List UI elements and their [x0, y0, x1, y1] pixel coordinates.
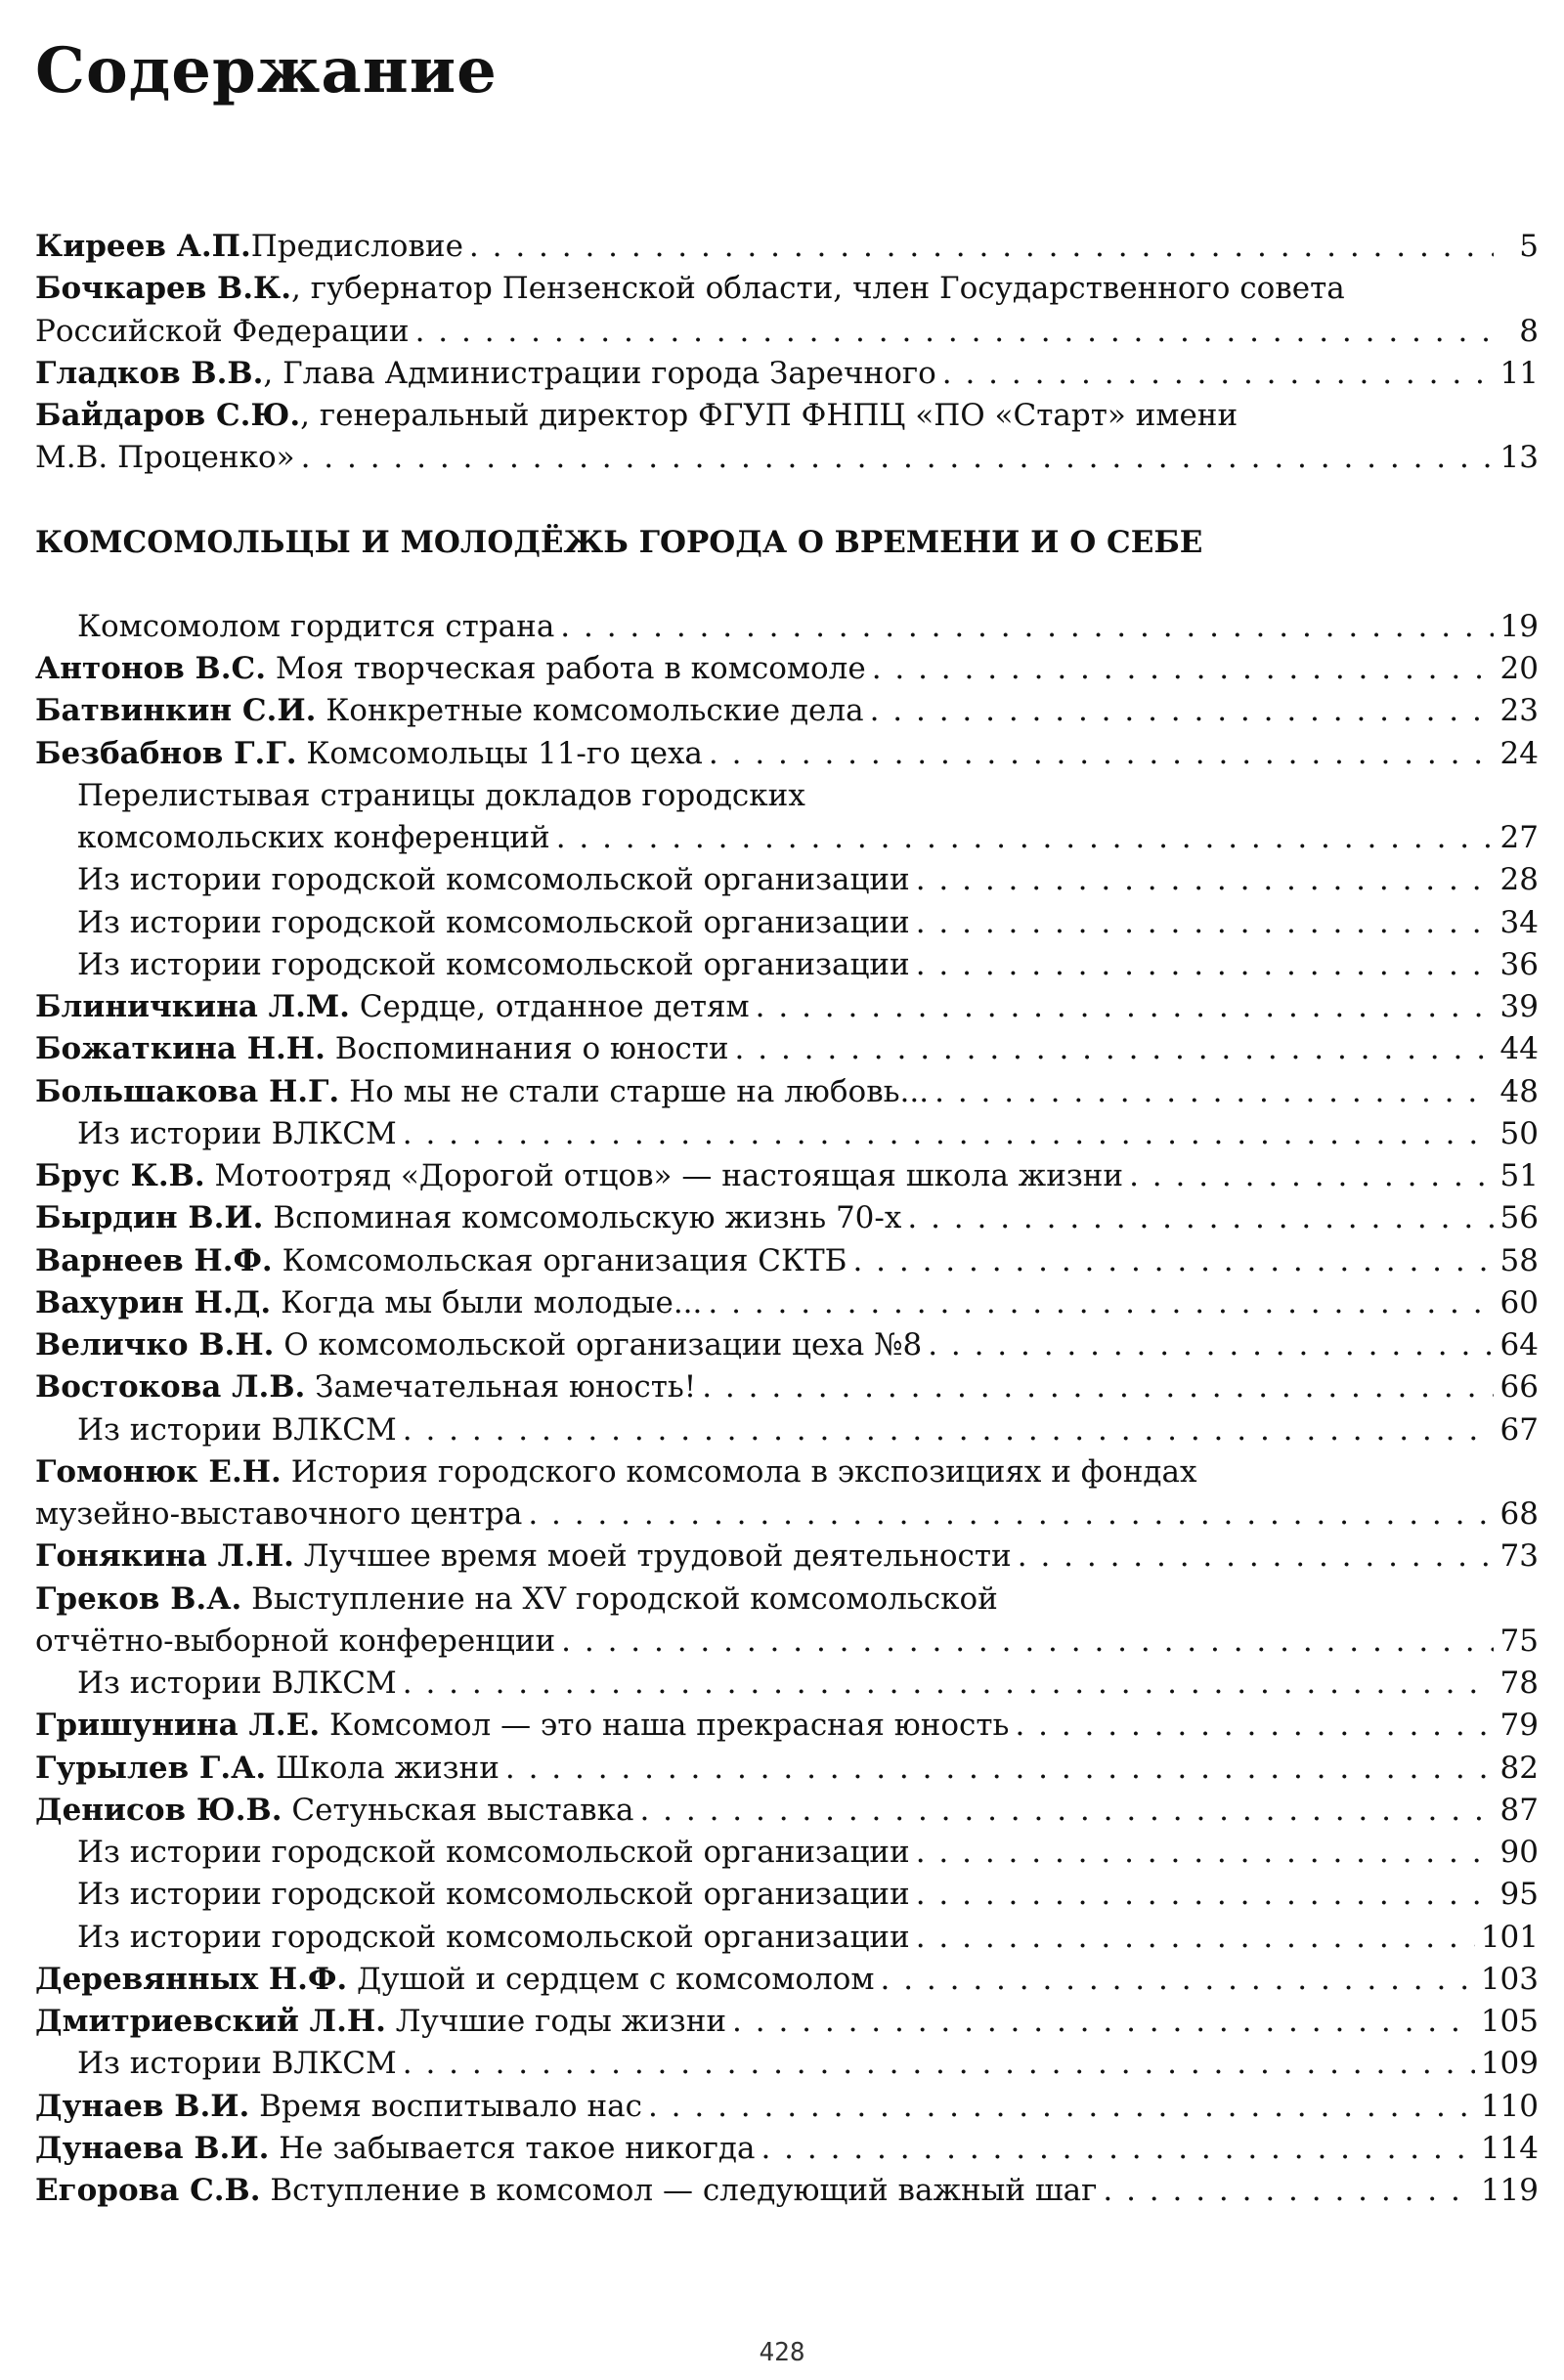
leader-dots: [1018, 1536, 1494, 1578]
entry-title: Душой и сердцем с комсомолом: [347, 1961, 875, 1997]
entry-title: Предисловие: [250, 229, 463, 264]
entry-page: 34: [1499, 904, 1539, 940]
toc-entry-line: [35, 437, 1539, 479]
entry-text: [77, 1113, 397, 1155]
toc-entry[interactable]: [35, 1240, 1539, 1282]
entry-title: Лучшие годы жизни: [385, 2004, 727, 2039]
toc-entry-line: [35, 1197, 1539, 1239]
entry-title: музейно-выставочного центра: [35, 1496, 523, 1532]
toc-entry[interactable]: [35, 690, 1539, 732]
section-heading: КОМСОМОЛЬЦЫ И МОЛОДЁЖЬ ГОРОДА О ВРЕМЕНИ И О СЕБЕ: [35, 524, 1203, 560]
entry-title: комсомольских конференций: [77, 820, 550, 855]
leader-dots: [403, 2043, 1475, 2085]
toc-entry[interactable]: [35, 268, 1539, 353]
toc-entry-line: [35, 268, 1539, 310]
entry-title: Российской Федерации: [35, 313, 410, 349]
toc-entry[interactable]: [35, 1366, 1539, 1408]
entry-text: [35, 1197, 901, 1239]
entry-page: 23: [1499, 693, 1539, 729]
entry-text: [77, 1409, 397, 1451]
toc-entry-line: [35, 1451, 1539, 1493]
toc-entry[interactable]: [35, 648, 1539, 690]
toc-entry-line: [35, 1705, 1539, 1747]
entry-text: [35, 1959, 875, 2001]
entry-page: 64: [1499, 1327, 1539, 1363]
entry-author: Гонякина Л.Н.: [35, 1538, 294, 1575]
entry-page: 19: [1499, 608, 1539, 644]
entry-text: [35, 1748, 500, 1790]
entry-page: 78: [1499, 1666, 1539, 1701]
toc-entry-line: [35, 690, 1539, 732]
entry-page: 87: [1499, 1792, 1539, 1828]
entry-title: Из истории ВЛКСМ: [77, 1666, 397, 1701]
toc-entry[interactable]: [35, 733, 1539, 775]
entry-text: [77, 1874, 910, 1916]
toc-entry[interactable]: [35, 1705, 1539, 1747]
entry-title: Моя творческая работа в комсомоле: [265, 651, 866, 686]
entry-author: Бырдин В.И.: [35, 1200, 264, 1236]
entry-title: Конкретные комсомольские дела: [316, 693, 864, 729]
entry-page: 56: [1499, 1200, 1539, 1236]
entry-page: 50: [1499, 1115, 1539, 1151]
toc-entry-line: [35, 775, 1539, 817]
page-number: 428: [759, 2338, 805, 2367]
entry-page: 67: [1499, 1411, 1539, 1448]
toc-entry-line: [35, 2128, 1539, 2170]
entry-text: [35, 648, 866, 690]
entry-text: [35, 1240, 847, 1282]
entry-title: Из истории городской комсомольской организации: [77, 1835, 910, 1870]
leader-dots: [528, 1493, 1494, 1536]
entry-text: [35, 395, 1238, 437]
entry-title: , генеральный директор ФГУП ФНПЦ «ПО «Старт» имени: [300, 398, 1238, 433]
toc-entry-line: [35, 1874, 1539, 1916]
leader-dots: [1129, 1155, 1494, 1197]
entry-author: Гурылев Г.А.: [35, 1750, 267, 1786]
toc-entry-line: [35, 1536, 1539, 1578]
entry-author: Величко В.Н.: [35, 1327, 275, 1363]
entry-title: Комсомольцы 11-го цеха: [296, 735, 703, 771]
entry-text: [35, 1790, 633, 1832]
entry-text: [35, 1155, 1123, 1197]
entry-page: 20: [1499, 651, 1539, 686]
toc-entry[interactable]: [35, 2086, 1539, 2128]
entry-page: 13: [1499, 440, 1539, 476]
entry-title: Вспоминая комсомольскую жизнь 70-х: [263, 1200, 902, 1236]
toc-entry-line: [35, 986, 1539, 1028]
entry-page: 24: [1499, 735, 1539, 771]
leader-dots: [708, 1282, 1494, 1324]
entry-text: [77, 606, 554, 648]
entry-page: 58: [1499, 1242, 1539, 1278]
entry-page: 8: [1519, 313, 1539, 349]
entry-title: Вступление в комсомол — следующий важный шаг: [260, 2173, 1098, 2208]
leader-dots: [916, 1832, 1494, 1874]
toc-entry[interactable]: [35, 1790, 1539, 1832]
entry-title: История городского комсомола в экспозициях и фондах: [281, 1453, 1197, 1490]
toc-entry-line: [35, 1790, 1539, 1832]
entry-author: Батвинкин С.И.: [35, 693, 317, 729]
entry-page: 51: [1499, 1158, 1539, 1193]
toc-entry-line: [35, 226, 1539, 268]
leader-dots: [403, 1663, 1494, 1705]
entry-title: Но мы не стали старше на любовь...: [339, 1073, 930, 1109]
leader-dots: [870, 690, 1494, 732]
entry-page: 110: [1480, 2088, 1539, 2124]
page-title: Содержание: [35, 34, 498, 108]
entry-text: [77, 859, 910, 901]
entry-page: 79: [1499, 1708, 1539, 1744]
leader-dots: [916, 944, 1494, 986]
entry-text: [35, 311, 410, 353]
entry-text: [35, 1324, 922, 1366]
entry-title: Из истории ВЛКСМ: [77, 1411, 397, 1448]
toc-entry[interactable]: [35, 1324, 1539, 1366]
entry-page: 90: [1499, 1835, 1539, 1870]
toc-entry-line: [35, 1155, 1539, 1197]
entry-page: 103: [1480, 1961, 1539, 1997]
toc-entry[interactable]: [35, 775, 1539, 860]
leader-dots: [760, 2128, 1474, 2170]
entry-text: [77, 775, 805, 817]
entry-page: 68: [1499, 1496, 1539, 1532]
toc-entry[interactable]: [35, 1748, 1539, 1790]
leader-dots: [709, 733, 1494, 775]
entry-author: Дмитриевский Л.Н.: [35, 2004, 386, 2039]
toc-entry-line: [35, 733, 1539, 775]
entry-title: Когда мы были молодые...: [271, 1284, 703, 1320]
leader-dots: [639, 1790, 1494, 1832]
entry-text: [35, 690, 864, 732]
toc-entry-line: [35, 944, 1539, 986]
leader-dots: [556, 817, 1494, 859]
entry-text: [35, 986, 750, 1028]
entry-text: [77, 2043, 397, 2085]
entry-text: [77, 944, 910, 986]
toc-entry[interactable]: [35, 1917, 1539, 1959]
entry-page: 39: [1499, 989, 1539, 1024]
entry-title: , Глава Администрации города Заречного: [263, 355, 936, 391]
entry-page: 95: [1499, 1877, 1539, 1913]
toc-entry-line: [35, 1579, 1539, 1621]
leader-dots: [907, 1197, 1494, 1239]
entry-text: [35, 2086, 642, 2128]
toc-entry-line: [35, 1366, 1539, 1408]
toc-entry[interactable]: [35, 1409, 1539, 1451]
entry-title: Замечательная юность!: [305, 1369, 697, 1406]
entry-title: Школа жизни: [266, 1750, 500, 1786]
entry-page: 119: [1480, 2173, 1539, 2208]
toc-entry-line: [35, 1071, 1539, 1113]
toc-entry-line: [35, 1409, 1539, 1451]
entry-author: Киреев А.П.: [35, 229, 251, 264]
toc-entry[interactable]: [35, 2170, 1539, 2212]
toc-entry[interactable]: [35, 1536, 1539, 1578]
toc-entry-line: [35, 648, 1539, 690]
toc-entry[interactable]: [35, 1028, 1539, 1070]
entry-page: 75: [1499, 1623, 1539, 1659]
leader-dots: [301, 437, 1494, 479]
entry-author: Греков В.А.: [35, 1580, 242, 1617]
entry-text: [77, 817, 550, 859]
entry-page: 82: [1499, 1750, 1539, 1786]
toc-entry[interactable]: [35, 2001, 1539, 2043]
entry-title: Комсомолом гордится страна: [77, 608, 555, 644]
toc-entry-line: [35, 1324, 1539, 1366]
toc-entry-line: [35, 2043, 1539, 2085]
entry-text: [35, 1536, 1012, 1578]
entry-author: Дунаев В.И.: [35, 2088, 250, 2124]
entry-title: О комсомольской организации цеха №8: [274, 1327, 923, 1363]
toc-entry[interactable]: [35, 1451, 1539, 1536]
entry-author: Антонов В.С.: [35, 651, 266, 686]
entry-page: 109: [1480, 2046, 1539, 2082]
toc-entry[interactable]: [35, 1874, 1539, 1916]
toc-entry[interactable]: [35, 902, 1539, 944]
leader-dots: [648, 2086, 1475, 2128]
entry-author: Гришунина Л.Е.: [35, 1708, 321, 1744]
entry-author: Большакова Н.Г.: [35, 1073, 340, 1109]
toc-entry-line: [35, 1663, 1539, 1705]
entry-text: [35, 1621, 555, 1663]
entry-text: [35, 1071, 929, 1113]
entry-page: 73: [1499, 1538, 1539, 1575]
toc-entry-line: [35, 1493, 1539, 1536]
toc-entry[interactable]: [35, 859, 1539, 901]
entry-text: [35, 2128, 755, 2170]
toc-entry[interactable]: [35, 1282, 1539, 1324]
leader-dots: [403, 1113, 1494, 1155]
toc-entry[interactable]: [35, 1071, 1539, 1113]
entry-author: Бочкарев В.К.: [35, 271, 292, 307]
leader-dots: [916, 1874, 1494, 1916]
entry-author: Денисов Ю.В.: [35, 1792, 282, 1828]
leader-dots: [1103, 2170, 1474, 2212]
table-of-contents: [35, 226, 1539, 2212]
leader-dots: [1015, 1705, 1494, 1747]
leader-dots: [881, 1959, 1475, 2001]
entry-author: Гладков В.В.: [35, 355, 264, 391]
entry-text: [35, 2170, 1097, 2212]
entry-author: Безбабнов Г.Г.: [35, 735, 297, 771]
entry-page: 27: [1499, 820, 1539, 855]
toc-entry[interactable]: [35, 1579, 1539, 1664]
entry-page: 60: [1499, 1284, 1539, 1320]
entry-title: Выступление на XV городской комсомольской: [241, 1580, 998, 1617]
entry-text: [77, 902, 910, 944]
leader-dots: [732, 2001, 1475, 2043]
entry-title: Мотоотряд «Дорогой отцов» — настоящая школа жизни: [204, 1158, 1124, 1193]
entry-title: , губернатор Пензенской области, член Государственного совета: [291, 271, 1345, 307]
entry-author: Егорова С.В.: [35, 2173, 261, 2208]
entry-author: Варнеев Н.Ф.: [35, 1242, 273, 1278]
toc-entry[interactable]: [35, 1197, 1539, 1239]
toc-entry-line: [35, 606, 1539, 648]
toc-entry-line: [35, 1113, 1539, 1155]
toc-entry[interactable]: [35, 395, 1539, 480]
front-matter-list: [35, 226, 1539, 480]
entry-text: [35, 226, 463, 268]
entry-page: 114: [1480, 2130, 1539, 2166]
leader-dots: [916, 859, 1494, 901]
entry-text: [77, 1917, 910, 1959]
leader-dots: [735, 1028, 1494, 1070]
entry-page: 28: [1499, 862, 1539, 898]
toc-entry[interactable]: [35, 226, 1539, 268]
entry-title: Из истории городской комсомольской организации: [77, 1877, 910, 1913]
toc-entry-line: [35, 1832, 1539, 1874]
entry-text: [35, 1028, 729, 1070]
entry-title: Сердце, отданное детям: [349, 989, 750, 1024]
entry-author: Божаткина Н.Н.: [35, 1031, 326, 1067]
entry-title: Комсомол — это наша прекрасная юность: [320, 1708, 1010, 1744]
leader-dots: [942, 353, 1494, 395]
entry-title: Не забывается такое никогда: [269, 2130, 756, 2166]
entry-title: Комсомольская организация СКТБ: [272, 1242, 847, 1278]
entry-title: Лучшее время моей трудовой деятельности: [293, 1538, 1012, 1575]
entry-author: Брус К.В.: [35, 1158, 205, 1193]
toc-entry[interactable]: [35, 1113, 1539, 1155]
toc-entry-line: [35, 1959, 1539, 2001]
entry-text: [77, 1663, 397, 1705]
toc-entry-line: [35, 2086, 1539, 2128]
entry-title: Из истории городской комсомольской организации: [77, 862, 910, 898]
entries-list: [35, 606, 1539, 2213]
leader-dots: [403, 1409, 1494, 1451]
entry-title: Из истории городской комсомольской организации: [77, 946, 910, 982]
toc-entry-line: [35, 311, 1539, 353]
entry-page: 66: [1499, 1369, 1539, 1406]
leader-dots: [561, 1621, 1494, 1663]
entry-title: Из истории городской комсомольской организации: [77, 1919, 910, 1955]
toc-entry[interactable]: [35, 986, 1539, 1028]
entry-text: [35, 1579, 998, 1621]
leader-dots: [469, 226, 1494, 268]
toc-entry[interactable]: [35, 1959, 1539, 2001]
leader-dots: [852, 1240, 1494, 1282]
entry-page: 11: [1499, 355, 1539, 391]
entry-author: Дунаева В.И.: [35, 2130, 270, 2166]
toc-entry[interactable]: [35, 2043, 1539, 2085]
toc-entry-line: [35, 902, 1539, 944]
leader-dots: [756, 986, 1494, 1028]
entry-title: Из истории ВЛКСМ: [77, 1115, 397, 1151]
entry-text: [35, 1451, 1196, 1493]
toc-entry[interactable]: [35, 1663, 1539, 1705]
entry-author: Деревянных Н.Ф.: [35, 1961, 348, 1997]
toc-entry[interactable]: [35, 2128, 1539, 2170]
entry-page: 101: [1480, 1919, 1539, 1955]
leader-dots: [702, 1366, 1494, 1408]
toc-entry-line: [35, 2001, 1539, 2043]
toc-entry-line: [35, 859, 1539, 901]
entry-title: Из истории городской комсомольской организации: [77, 904, 910, 940]
entry-title: Сетуньская выставка: [282, 1792, 634, 1828]
entry-page: 48: [1499, 1073, 1539, 1109]
toc-entry[interactable]: [35, 1155, 1539, 1197]
entry-author: Блиничкина Л.М.: [35, 989, 350, 1024]
leader-dots: [560, 606, 1494, 648]
leader-dots: [872, 648, 1494, 690]
entry-text: [77, 1832, 910, 1874]
toc-entry-line: [35, 1917, 1539, 1959]
entry-text: [35, 353, 936, 395]
entry-author: Гомонюк Е.Н.: [35, 1453, 282, 1490]
entry-text: [35, 1282, 702, 1324]
toc-entry-line: [35, 1748, 1539, 1790]
toc-entry-line: [35, 1240, 1539, 1282]
entry-page: 44: [1499, 1031, 1539, 1067]
entry-page: 5: [1519, 229, 1539, 264]
leader-dots: [415, 311, 1494, 353]
toc-entry[interactable]: [35, 606, 1539, 648]
entry-text: [35, 733, 703, 775]
entry-page: 105: [1480, 2004, 1539, 2039]
entry-author: Байдаров С.Ю.: [35, 398, 301, 433]
entry-text: [35, 1366, 696, 1408]
entry-author: Востокова Л.В.: [35, 1369, 306, 1406]
leader-dots: [928, 1324, 1494, 1366]
leader-dots: [916, 1917, 1475, 1959]
toc-entry-line: [35, 817, 1539, 859]
entry-text: [35, 268, 1345, 310]
toc-entry-line: [35, 2170, 1539, 2212]
leader-dots: [916, 902, 1494, 944]
leader-dots: [505, 1748, 1494, 1790]
entry-text: [35, 1705, 1009, 1747]
toc-entry-line: [35, 395, 1539, 437]
leader-dots: [934, 1071, 1494, 1113]
entry-title: М.В. Проценко»: [35, 440, 295, 476]
toc-entry[interactable]: [35, 353, 1539, 395]
entry-title: Из истории ВЛКСМ: [77, 2046, 397, 2082]
entry-title: отчётно-выборной конференции: [35, 1623, 556, 1659]
entry-title: Воспоминания о юности: [325, 1031, 729, 1067]
entry-author: Вахурин Н.Д.: [35, 1284, 272, 1320]
toc-entry-line: [35, 1282, 1539, 1324]
entry-text: [35, 437, 295, 479]
toc-entry[interactable]: [35, 1832, 1539, 1874]
entry-page: 36: [1499, 946, 1539, 982]
entry-text: [35, 2001, 726, 2043]
toc-entry-line: [35, 1028, 1539, 1070]
toc-entry-line: [35, 353, 1539, 395]
entry-text: [35, 1493, 522, 1536]
entry-title: Время воспитывало нас: [249, 2088, 642, 2124]
entry-title: Перелистывая страницы докладов городских: [77, 777, 805, 813]
toc-entry[interactable]: [35, 944, 1539, 986]
toc-entry-line: [35, 1621, 1539, 1663]
